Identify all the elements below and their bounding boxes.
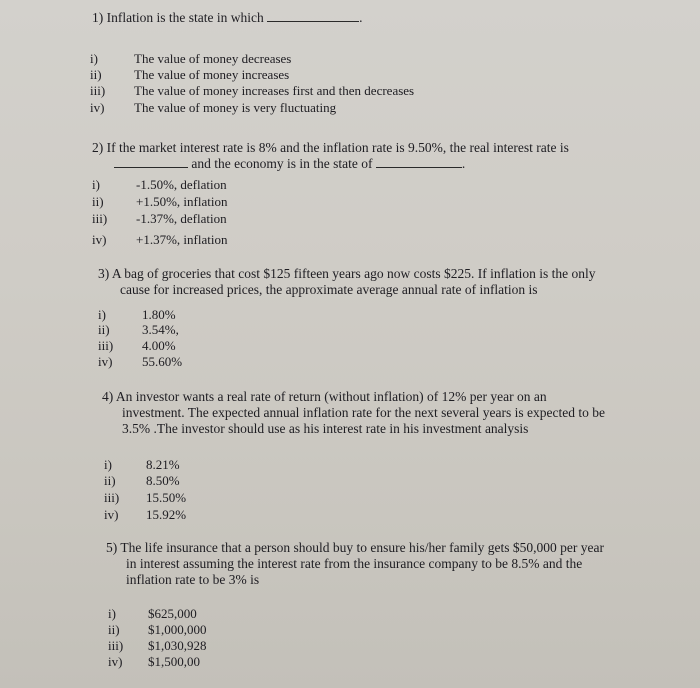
question-5-line-1: 5) The life insurance that a person should buy to ensure his/her family gets $50,000 per year xyxy=(106,540,604,555)
option-number: iii) xyxy=(90,83,106,98)
question-4 xyxy=(102,389,662,437)
question-1-blank xyxy=(267,10,359,22)
question-5-line-3: inflation rate to be 3% is xyxy=(126,572,260,587)
option-text: 4.00% xyxy=(142,338,176,353)
question-1-stem: 1) Inflation is the state in which xyxy=(92,10,264,25)
question-2-blank-2 xyxy=(376,156,462,168)
option-text: 1.80% xyxy=(142,307,176,322)
option-text: 55.60% xyxy=(142,354,183,369)
option-text: 15.92% xyxy=(146,507,187,522)
question-1 xyxy=(92,10,512,26)
question-2-line-2-wrap xyxy=(92,156,652,172)
option-number: i) xyxy=(108,606,116,621)
option-number: i) xyxy=(92,177,100,192)
option-number: iv) xyxy=(90,100,105,115)
option-number: iii) xyxy=(104,490,120,505)
option-text: $1,000,000 xyxy=(148,622,207,637)
question-5-line-2: in interest assuming the interest rate from the insurance company to be 8.5% and the xyxy=(126,556,583,571)
question-3 xyxy=(98,266,658,298)
option-text: +1.50%, inflation xyxy=(136,194,228,209)
option-number: ii) xyxy=(104,473,116,488)
option-number: iii) xyxy=(98,338,114,353)
question-2-blank-1 xyxy=(114,156,188,168)
option-number: ii) xyxy=(98,322,110,337)
option-text: 15.50% xyxy=(146,490,187,505)
question-3-line-2: cause for increased prices, the approximate average annual rate of inflation is xyxy=(120,282,538,297)
option-text: $1,500,00 xyxy=(148,654,200,669)
option-text: 8.50% xyxy=(146,473,180,488)
option-number: iv) xyxy=(108,654,123,669)
option-number: iv) xyxy=(104,507,119,522)
question-5 xyxy=(106,540,666,588)
option-number: i) xyxy=(104,457,112,472)
option-number: i) xyxy=(90,51,98,66)
option-number: iv) xyxy=(92,232,107,247)
question-4-line-1: 4) An investor wants a real rate of return (without inflation) of 12% per year on an xyxy=(102,389,547,404)
option-text: -1.50%, deflation xyxy=(136,177,227,192)
option-number: ii) xyxy=(90,67,102,82)
question-2-line-2: and the economy is in the state of xyxy=(191,156,373,171)
option-text: $1,030,928 xyxy=(148,638,207,653)
question-2-line-1: 2) If the market interest rate is 8% and the inflation rate is 9.50%, the real interest rate is xyxy=(92,140,569,155)
question-4-line-3: 3.5% .The investor should use as his interest rate in his investment analysis xyxy=(122,421,529,436)
question-3-line-1: 3) A bag of groceries that cost $125 fifteen years ago now costs $225. If inflation is the only xyxy=(98,266,596,281)
option-text: The value of money is very fluctuating xyxy=(134,100,337,115)
question-4-line-2: investment. The expected annual inflation rate for the next several years is expected to be xyxy=(122,405,605,420)
option-text: $625,000 xyxy=(148,606,197,621)
option-text: The value of money decreases xyxy=(134,51,292,66)
question-2 xyxy=(92,140,652,172)
option-text: 3.54%, xyxy=(142,322,179,337)
option-text: +1.37%, inflation xyxy=(136,232,228,247)
option-number: iii) xyxy=(92,211,108,226)
option-number: ii) xyxy=(92,194,104,209)
option-number: iv) xyxy=(98,354,113,369)
option-text: -1.37%, deflation xyxy=(136,211,227,226)
question-2-end: . xyxy=(461,156,466,171)
option-number: iii) xyxy=(108,638,124,653)
question-1-end: . xyxy=(359,10,363,25)
option-text: The value of money increases xyxy=(134,67,290,82)
option-number: ii) xyxy=(108,622,120,637)
option-text: The value of money increases first and then decreases xyxy=(134,83,415,98)
option-text: 8.21% xyxy=(146,457,180,472)
option-number: i) xyxy=(98,307,106,322)
